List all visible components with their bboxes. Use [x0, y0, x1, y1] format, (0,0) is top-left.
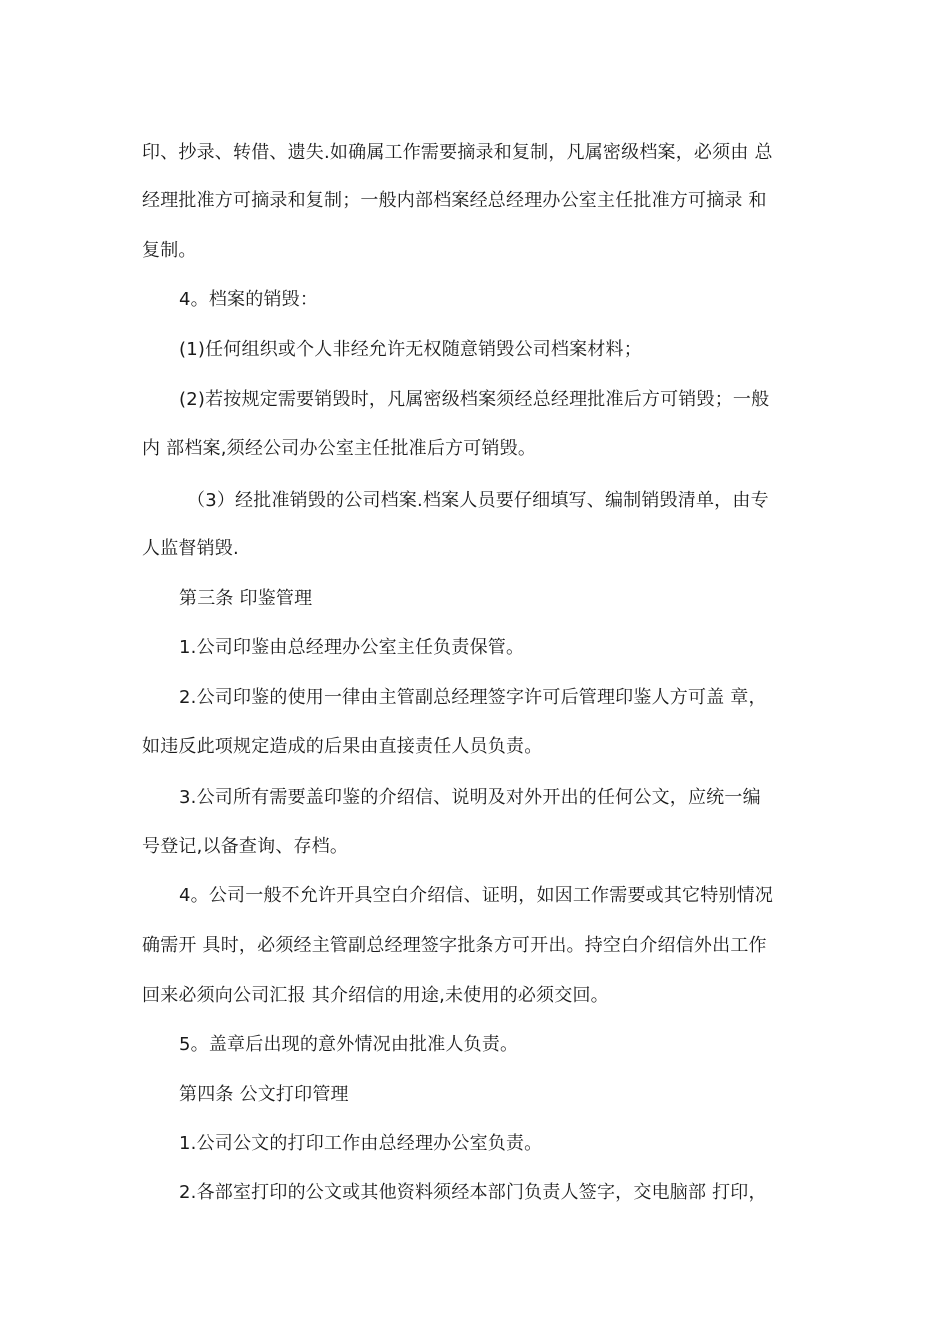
- section-heading: 4。档案的销毁：: [179, 289, 319, 310]
- text-line: 3.公司所有需要盖印鉴的介绍信、说明及对外开出的任何公文，应统一编: [179, 787, 761, 808]
- article-heading: 第四条 公文打印管理: [179, 1084, 349, 1105]
- text-line: 号登记,以备查询、存档。: [142, 836, 349, 857]
- text-line: （3）经批准销毁的公司档案.档案人员要仔细填写、编制销毁清单，由专: [187, 490, 769, 511]
- text-line: 复制。: [142, 240, 197, 261]
- text-line: 印、抄录、转借、遗失.如确属工作需要摘录和复制，凡属密级档案，必须由 总: [142, 142, 773, 163]
- text-line: 2.各部室打印的公文或其他资料须经本部门负责人签字，交电脑部 打印，: [179, 1182, 767, 1203]
- text-line: (1)任何组织或个人非经允许无权随意销毁公司档案材料；: [179, 339, 642, 360]
- text-line: 5。盖章后出现的意外情况由批准人负责。: [179, 1034, 519, 1055]
- text-line: 2.公司印鉴的使用一律由主管副总经理签字许可后管理印鉴人方可盖 章，: [179, 687, 767, 708]
- article-heading: 第三条 印鉴管理: [179, 588, 313, 609]
- text-line: 1.公司公文的打印工作由总经理办公室负责。: [179, 1133, 543, 1154]
- text-line: 4。公司一般不允许开具空白介绍信、证明，如因工作需要或其它特别情况: [179, 885, 774, 906]
- text-line: 内 部档案,须经公司办公室主任批准后方可销毁。: [142, 438, 537, 459]
- text-line: 回来必须向公司汇报 其介绍信的用途,未使用的必须交回。: [142, 985, 609, 1006]
- text-line: 确需开 具时，必须经主管副总经理签字批条方可开出。持空白介绍信外出工作: [142, 935, 767, 956]
- text-line: (2)若按规定需要销毁时，凡属密级档案须经总经理批准后方可销毁；一般: [179, 389, 770, 410]
- text-line: 经理批准方可摘录和复制；一般内部档案经总经理办公室主任批准方可摘录 和: [142, 190, 767, 211]
- text-line: 1.公司印鉴由总经理办公室主任负责保管。: [179, 637, 525, 658]
- text-line: 如违反此项规定造成的后果由直接责任人员负责。: [142, 736, 543, 757]
- text-line: 人监督销毁.: [142, 538, 239, 559]
